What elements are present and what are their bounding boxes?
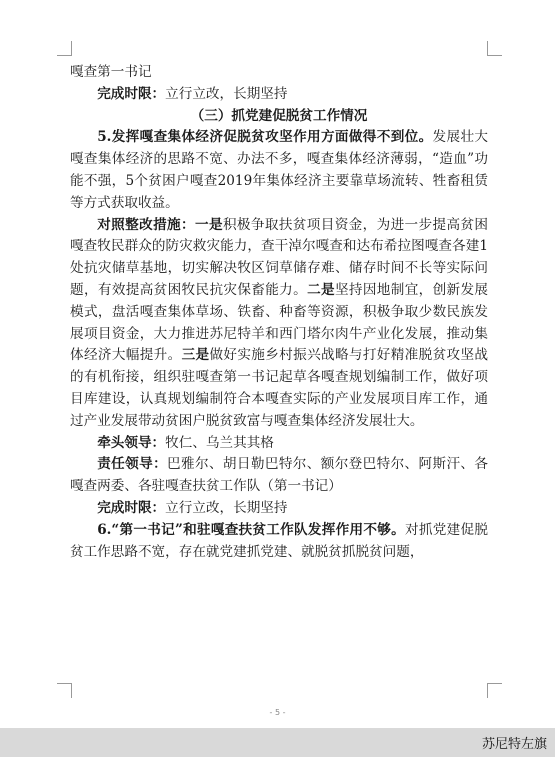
text-segment: 立行立改，长期坚持 xyxy=(165,85,288,102)
text-segment: 牧仁、乌兰其其格 xyxy=(165,434,274,451)
bold-text-segment: 6.“第一书记”和驻嘎查扶贫工作队发挥作用不够。 xyxy=(97,521,406,538)
text-segment: 坚持因地制宜，创新发展模式，盘活嘎查集体草场、铁畜、种畜等资源，积极争取少数民族发展项目资金，大力推进苏尼特羊和西门塔尔肉牛产业化发展，推动集体经济大幅提升。 xyxy=(70,281,489,364)
paragraph xyxy=(70,106,488,128)
text-segment: 发展壮大嘎查集体经济的思路不宽、办法不多，嘎查集体经济薄弱，“造血”功能不强，5个贫困户嘎查2019年集体经济主要靠草场流转、牲畜租赁等方式获取收益。 xyxy=(70,129,488,211)
source-watermark: 苏尼特左旗 xyxy=(481,737,547,752)
paragraph xyxy=(70,62,488,84)
corner-mark-top-left xyxy=(57,41,72,56)
text-segment: 对抓党建促脱贫工作思路不宽，存在就党建抓党建、就脱贫抓脱贫问题， xyxy=(70,521,489,560)
text-segment: 嘎查第一书记 xyxy=(70,64,152,80)
paragraph xyxy=(70,498,488,520)
bold-text-segment: 5.发挥嘎查集体经济促脱贫攻坚作用方面做得不到位。 xyxy=(97,129,433,146)
paragraph xyxy=(70,215,488,433)
corner-mark-bottom-left xyxy=(57,683,72,698)
text-segment: 巴雅尔、胡日勒巴特尔、额尔登巴特尔、阿斯汗、各嘎查两委、各驻嘎查扶贫工作队（第一书记） xyxy=(70,456,489,495)
paragraph xyxy=(70,454,488,498)
paragraph xyxy=(70,520,488,564)
bold-text-segment: 对照整改措施： xyxy=(97,216,195,233)
text-segment: 立行立改，长期坚持 xyxy=(165,499,288,516)
bold-text-segment: 完成时限： xyxy=(97,499,166,516)
bold-text-segment: 牵头领导： xyxy=(97,434,166,451)
bold-text-segment: 完成时限： xyxy=(97,85,166,102)
bold-text-segment: 一是 xyxy=(194,216,223,233)
corner-mark-top-right xyxy=(487,41,502,56)
corner-mark-bottom-right xyxy=(487,683,502,698)
bold-text-segment: （三）抓党建促脱贫工作情况 xyxy=(190,107,368,124)
bold-text-segment: 三是 xyxy=(181,347,210,364)
bold-text-segment: 责任领导： xyxy=(97,456,168,473)
text-segment: 积极争取扶贫项目资金，为进一步提高贫困嘎查牧民群众的防灾救灾能力，查干淖尔嘎查和达布希拉图嘎查各建1处抗灾储草基地，切实解决牧区饲草储存难、储存时间不长等实际问题，有效提高贫困牧民抗灾保畜能力。 xyxy=(70,216,489,298)
paragraph xyxy=(70,433,488,455)
paragraph xyxy=(70,127,488,214)
paragraph xyxy=(70,84,488,106)
bold-text-segment: 二是 xyxy=(307,281,335,298)
document-body xyxy=(70,62,488,563)
text-segment: 做好实施乡村振兴战略与打好精准脱贫攻坚战的有机衔接，组织驻嘎查第一书记起草各嘎查规划编制工作，做好项目库建设，认真规划编制符合本嘎查实际的产业发展项目库工作，通过产业发展带动贫困户脱贫致富与嘎查集体经济发展壮大。 xyxy=(70,347,489,429)
page-number: - 5 - xyxy=(269,708,286,717)
